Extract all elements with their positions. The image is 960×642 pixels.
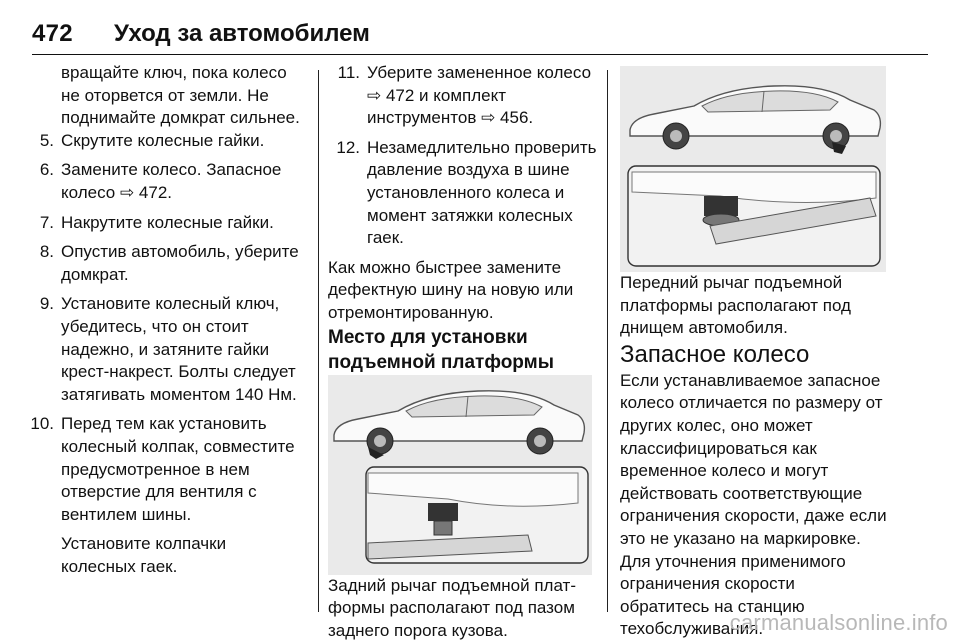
subheading: Место для установки подъемной платформы xyxy=(328,326,554,373)
rear-lift-point-figure xyxy=(328,375,592,575)
front-lift-illustration xyxy=(620,66,886,272)
step-number: 12. xyxy=(336,137,360,157)
middle-column xyxy=(328,62,600,642)
step-number: 8. xyxy=(39,242,54,262)
watermark: carmanualsonline.info xyxy=(729,610,948,635)
front-lift-point-figure xyxy=(620,66,886,272)
step-item xyxy=(22,159,300,204)
step-number: 11. xyxy=(337,63,360,82)
step-number: 6. xyxy=(39,160,54,180)
step-item xyxy=(22,130,300,153)
step-item xyxy=(22,293,300,406)
section-text: Если устанавливаемое запасное колесо отличается по размеру от других колес, оно может классифицироваться как временное колесо и могут действовать соответствующие ограничения скорости, даже если это не указано на маркировке. Для уточнения применимого ограничения скорости обратитесь на станцию техобслуживания. xyxy=(620,370,887,639)
step-text: Установите колесный ключ, убедитесь, что он стоит надежно, и затяните гайки крест-накрест. Болты следует затягивать моментом 140 Нм. xyxy=(61,294,297,404)
left-column xyxy=(22,62,300,578)
paragraph: Как можно быстрее замените дефектную шину на новую или отремонтированную. xyxy=(328,257,574,322)
right-column xyxy=(620,62,888,641)
header-rule xyxy=(32,54,928,55)
step-text: Незамедлительно проверить давление воздуха в шине установленного колеса и момент затяжки колесных гаек. xyxy=(367,137,597,248)
page-title: Уход за автомобилем xyxy=(114,20,370,47)
step-text: Опустив автомобиль, уберите домкрат. xyxy=(61,242,299,284)
rear-lift-illustration xyxy=(328,375,592,575)
step-text: Накрутите колесные гайки. xyxy=(61,212,274,232)
step-item xyxy=(22,241,300,286)
figure-caption: Передний рычаг подъемной платформы располагают под днищем автомобиля. xyxy=(620,273,851,338)
step-number: 7. xyxy=(39,212,54,232)
step-text: Перед тем как установить колесный колпак, совместите предусмотренное в нем отверстие для вентиля с вентилем шины. xyxy=(61,414,295,524)
page-header xyxy=(32,14,928,54)
figure-caption: Задний рычаг подъемной платформы располагают под пазом заднего порога кузова. xyxy=(328,575,576,640)
step-4-continuation: вращайте ключ, пока колесо не оторвется от земли. Не поднимайте домкрат сильнее. xyxy=(61,63,300,128)
step-number: 9. xyxy=(39,294,54,314)
step-number: 10. xyxy=(30,414,54,434)
step-text: Уберите замененное колесо ⇨ 472 и комплект инструментов ⇨ 456. xyxy=(367,63,592,128)
step-item xyxy=(22,212,300,235)
column-divider-left xyxy=(318,70,319,612)
page-number: 472 xyxy=(32,20,73,47)
step-text: Скрутите колесные гайки. xyxy=(61,130,265,150)
step-number: 5. xyxy=(39,130,54,150)
column-divider-right xyxy=(607,70,608,612)
step-item xyxy=(328,137,600,250)
section-heading: Запасное колесо xyxy=(620,340,810,368)
step-10-continuation: Установите колпачки колесных гаек. xyxy=(61,534,227,576)
step-item xyxy=(328,62,600,130)
step-text: Замените колесо. Запасное колесо ⇨ 472. xyxy=(61,160,282,202)
step-item xyxy=(22,413,300,526)
